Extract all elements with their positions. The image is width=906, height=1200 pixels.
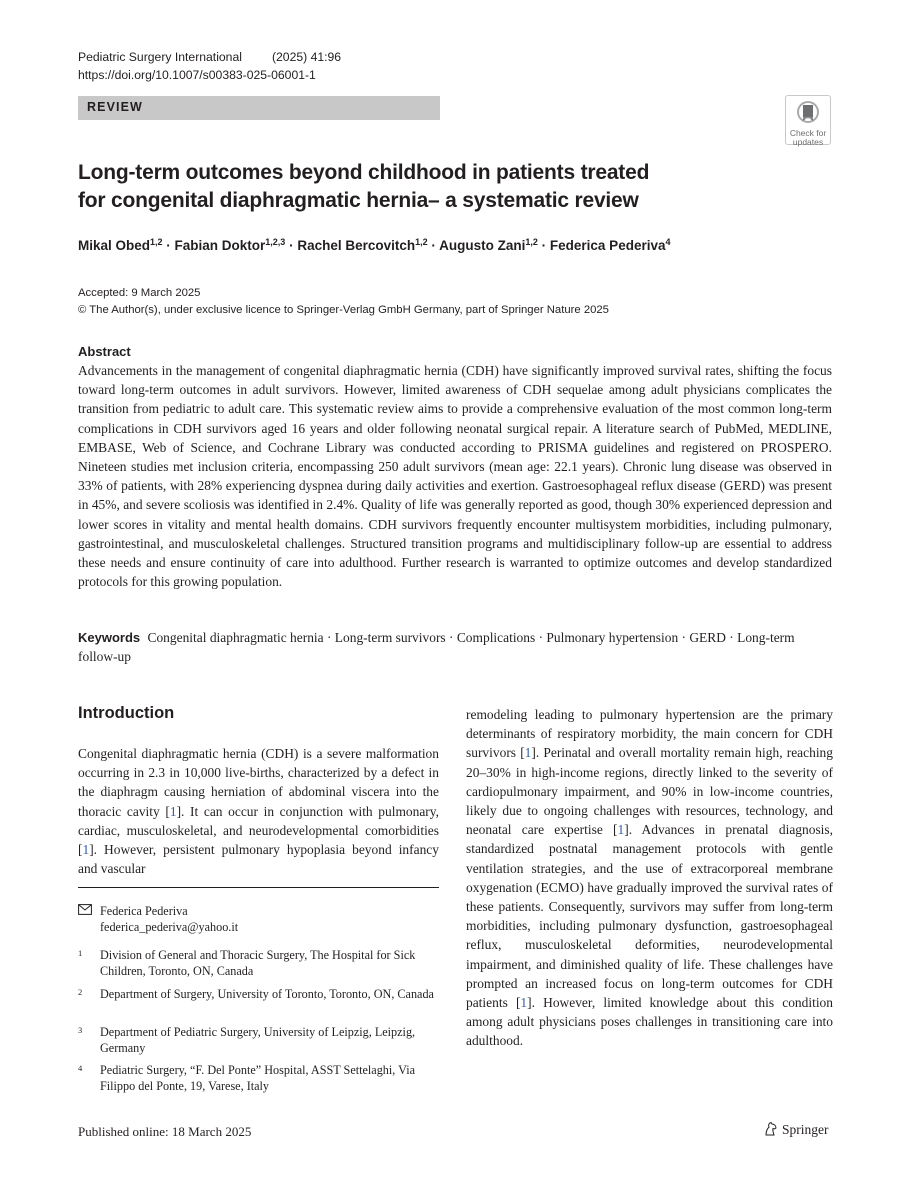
affiliation-text: Division of General and Thoracic Surgery, The Hospital for Sick Children, Toronto, ON, Canada — [100, 948, 416, 978]
affiliation-text: Department of Pediatric Surgery, University of Leipzig, Leipzig, Germany — [100, 1025, 416, 1055]
check-for-updates-button[interactable] — [785, 95, 831, 145]
author-affiliation: 1,2 — [525, 237, 538, 247]
author-separator: · — [285, 238, 298, 253]
abstract-text: Advancements in the management of congenital diaphragmatic hernia (CDH) have significantly improved survival rates, shifting the focus toward long-term outcomes in adult survivors. However, limited awareness of CDH sequelae among adult physicians complicates the transition from pediatric to adult care. This systematic review aims to provide a comprehensive evaluation of the most common long-term complications in CDH survivors aged 16 years and older following neonatal surgical repair. A literature search of PubMed, MEDLINE, EMBASE, Web of Science, and Cochrane Library was conducted according to PRISMA guidelines and registered on PROSPERO. Nineteen studies met inclusion criteria, encompassing 250 adult survivors (mean age: 22.1 years). Chronic lung disease was observed in 33% of patients, with 28% experiencing dyspnea during daily activities and exertion. Gastroesophageal reflux disease (GERD) was present in 45%, and severe scoliosis was identified in 2.4%. Quality of life was generally reported as good, though 30% experienced depression and lower scores in vitality and mental health domains. CDH survivors frequently encounter multisystem morbidities, including pulmonary, gastrointestinal, and musculoskeletal challenges. Structured transition programs and multidisciplinary follow-up are essential to address these needs and ensure continuity of care into adulthood. Further research is warranted to optimize outcomes and develop standardized protocols for this growing population. — [78, 363, 832, 590]
envelope-icon — [78, 904, 92, 915]
keywords — [78, 628, 832, 666]
author-name[interactable]: Fabian Doktor — [174, 238, 266, 253]
keywords-text: Congenital diaphragmatic hernia · Long-term survivors · Complications · Pulmonary hypertension · GERD · Long-term follow-up — [78, 630, 795, 665]
introduction-heading: Introduction — [78, 704, 175, 722]
intro-right-text-4: ]. However, limited knowledge about this condition among adult physicians poses challenges in transitioning care into adulthood. — [466, 995, 833, 1049]
intro-left-text-2: ]. It can occur in conjunction with pulmonary, cardiac, musculoskeletal, and neurodevelopmental comorbidities [ — [78, 803, 439, 858]
affiliation-number: 1 — [78, 948, 83, 958]
citation-link[interactable]: 1 — [524, 745, 532, 761]
author-affiliation: 1,2,3 — [265, 237, 286, 247]
intro-right-text-1: remodeling leading to pulmonary hypertension are the primary determinants of respiratory morbidity, the main concern for CDH survivors [ — [466, 707, 833, 761]
copyright-notice: © The Author(s), under exclusive licence to Springer-Verlag GmbH Germany, part of Springer Nature 2025 — [78, 304, 609, 316]
author-name[interactable]: Augusto Zani — [439, 238, 526, 253]
author-list — [78, 236, 858, 256]
check-updates-line1: Check for — [789, 128, 827, 138]
author-name[interactable]: Federica Pederiva — [549, 238, 666, 253]
article-type-bar: REVIEW — [78, 96, 440, 120]
citation-link[interactable]: 1 — [617, 822, 625, 838]
intro-left-text-3: ]. However, persistent pulmonary hypoplasia beyond infancy and vascular — [78, 842, 439, 877]
affiliation-number: 2 — [78, 987, 83, 997]
introduction-left-column — [78, 744, 439, 878]
intro-right-text-2: ]. Perinatal and overall mortality remain high, reaching 20–30% in high-income regions, directly linked to the severity of cardiopulmonary impairment, and 90% in low-income countries, likely due to ongoing challenges with resources, technology, and neonatal care expertise [ — [466, 745, 833, 838]
intro-left-text-1: Congenital diaphragmatic hernia (CDH) is a severe malformation occurring in 2.3 in 10,000 live-births, characterized by a defect in the diaphragm causing herniation of abdominal viscera into the thoracic cavity [ — [78, 746, 439, 819]
journal-volume: (2025) 41:96 — [271, 50, 342, 64]
author-affiliation: 1,2 — [415, 237, 428, 247]
title-line-2: for congenital diaphragmatic hernia– a systematic review — [78, 189, 639, 212]
publisher-name: Springer — [782, 1122, 829, 1137]
publisher-logo — [763, 1120, 829, 1140]
author-separator: · — [162, 238, 175, 253]
abstract-heading: Abstract — [78, 344, 131, 359]
keywords-label: Keywords — [78, 630, 141, 645]
author-separator: · — [427, 238, 440, 253]
citation-link[interactable]: 1 — [520, 995, 528, 1011]
author-affiliation: 1,2 — [150, 237, 163, 247]
springer-horse-icon — [763, 1121, 779, 1137]
corresponding-author-email[interactable]: federica_pederiva@yahoo.it — [100, 920, 239, 934]
author-name[interactable]: Mikal Obed — [78, 238, 151, 253]
crossmark-icon — [796, 101, 820, 127]
article-meta — [78, 285, 609, 319]
affiliation-text: Pediatric Surgery, “F. Del Ponte” Hospital, ASST Settelaghi, Via Filippo del Ponte, 19, Varese, Italy — [100, 1063, 416, 1093]
title-line-1: Long-term outcomes beyond childhood in patients treated — [78, 161, 650, 184]
citation-link[interactable]: 1 — [82, 842, 90, 858]
footnote-divider — [78, 887, 439, 888]
affiliation-number: 4 — [78, 1063, 83, 1073]
author-name[interactable]: Rachel Bercovitch — [297, 238, 416, 253]
doi-link[interactable]: https://doi.org/10.1007/s00383-025-06001-1 — [78, 68, 316, 82]
corresponding-author-name: Federica Pederiva — [100, 904, 188, 918]
journal-name: Pediatric Surgery International — [78, 50, 242, 64]
affiliation-number: 3 — [78, 1025, 83, 1035]
check-updates-line2: updates — [792, 137, 824, 147]
citation-link[interactable]: 1 — [169, 803, 177, 819]
author-affiliation: 4 — [665, 237, 671, 247]
journal-header — [78, 48, 341, 84]
published-online-date: Published online: 18 March 2025 — [78, 1124, 252, 1139]
accepted-date: Accepted: 9 March 2025 — [78, 287, 201, 299]
affiliation-text: Department of Surgery, University of Toronto, Toronto, ON, Canada — [100, 987, 434, 1001]
author-separator: · — [537, 238, 550, 253]
article-title — [78, 159, 778, 215]
introduction-right-column — [466, 705, 833, 1051]
intro-right-text-3: ]. Advances in prenatal diagnosis, standardized postnatal management protocols with gentle ventilation strategies, and the use of extracorporeal membrane oxygenation (ECMO) have gradually improved the survival rates of these patients. Consequently, survivors may suffer from long-term morbidities, including pulmonary dysfunction, gastroesophageal reflux, musculoskeletal deformities, neurodevelopmental impairment, and diminished quality of life. These challenges have prompted an increased focus on long-term outcomes for CDH patients [ — [466, 822, 833, 1011]
